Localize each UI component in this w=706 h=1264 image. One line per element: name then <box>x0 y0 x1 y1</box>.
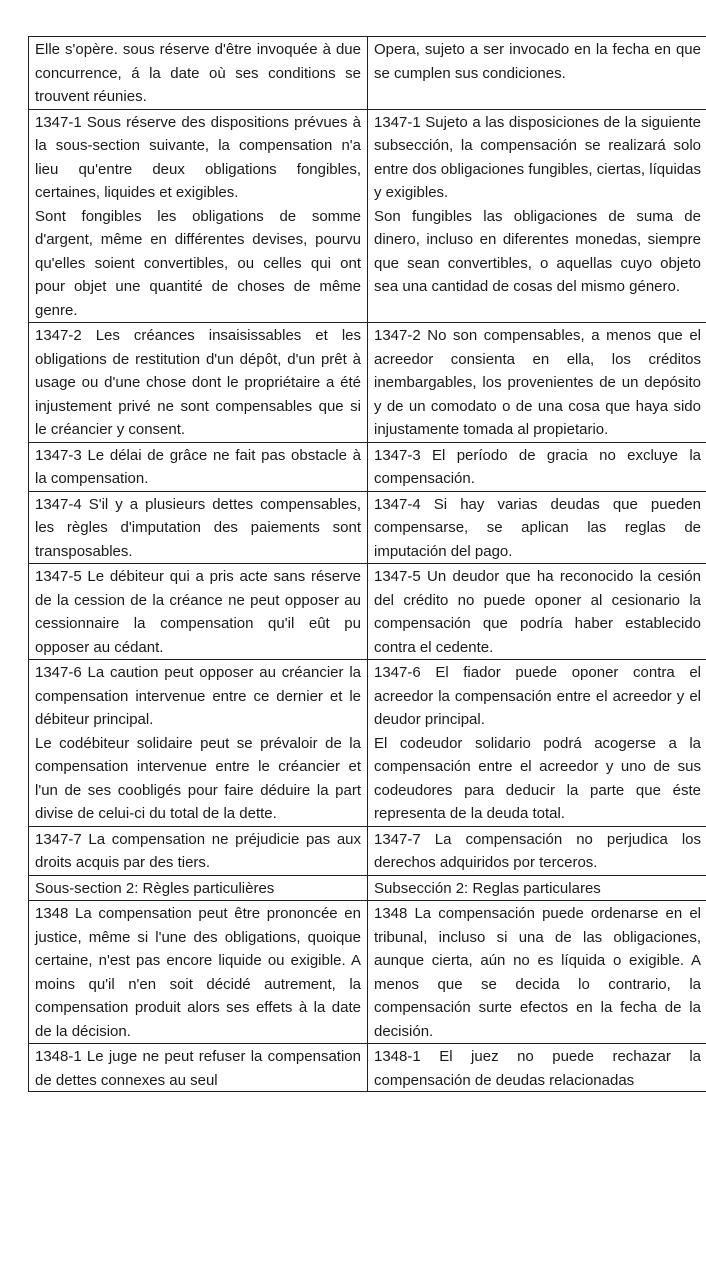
paragraph: Le codébiteur solidaire peut se prévaloir de la compensation intervenue entre le créancier et l'un de ses coobligés pour faire déduire la part divise de celui-ci du total de la dette. <box>35 734 361 822</box>
paragraph: 1347-5 Le débiteur qui a pris acte sans réserve de la cession de la créance ne peut opposer au cessionnaire la compensation qu'il eût pu opposer au cédant. <box>35 568 361 656</box>
table-row <box>29 564 706 660</box>
paragraph: 1347-4 S'il y a plusieurs dettes compensables, les règles d'imputation des paiements sont transposables. <box>35 495 361 560</box>
paragraph: Sous-section 2: Règles particulières <box>35 879 275 897</box>
paragraph: 1347-5 Un deudor que ha reconocido la cesión del crédito no puede oponer al cesionario la compensación que podría haber establecido contra el cedente. <box>374 568 701 656</box>
french-cell <box>29 660 368 827</box>
paragraph: 1348-1 Le juge ne peut refuser la compensation de dettes connexes au seul <box>35 1048 361 1089</box>
paragraph: 1347-3 El período de gracia no excluye la compensación. <box>374 446 701 487</box>
french-cell <box>29 323 368 443</box>
table-row <box>29 491 706 564</box>
paragraph: 1348-1 El juez no puede rechazar la compensación de deudas relacionadas <box>374 1048 701 1089</box>
paragraph: 1347-3 Le délai de grâce ne fait pas obstacle à la compensation. <box>35 446 361 487</box>
table-row <box>29 875 706 901</box>
table-row <box>29 660 706 827</box>
french-cell <box>29 826 368 875</box>
paragraph: 1347-6 La caution peut opposer au créancier la compensation intervenue entre ce dernier et le débiteur principal. <box>35 664 361 728</box>
table-row <box>29 442 706 491</box>
spanish-cell <box>368 564 706 660</box>
table-row <box>29 37 706 110</box>
paragraph: 1347-7 La compensation ne préjudicie pas aux droits acquis par des tiers. <box>35 830 361 871</box>
french-cell <box>29 37 368 110</box>
french-cell <box>29 875 368 901</box>
paragraph: 1347-4 Si hay varias deudas que pueden compensarse, se aplican las reglas de imputación del pago. <box>374 495 701 560</box>
paragraph: 1347-1 Sujeto a las disposiciones de la siguiente subsección, la compensación se realizará solo entre dos obligaciones fungibles, ciertas, líquidas y exigibles. <box>374 113 701 201</box>
paragraph: 1347-2 Les créances insaisissables et les obligations de restitution d'un dépôt, d'un prêt à usage ou d'une chose dont le propriétaire a été injustement privé ne sont compensables que si le créancier y consent. <box>35 327 361 438</box>
table-row <box>29 109 706 323</box>
paragraph: Subsección 2: Reglas particulares <box>374 879 601 897</box>
paragraph: 1347-2 No son compensables, a menos que el acreedor consienta en ella, los créditos inembargables, los provenientes de un depósito y de un comodato o de una cosa que haya sido injustamente tomada al propietario. <box>374 327 701 438</box>
spanish-cell <box>368 901 706 1044</box>
french-cell <box>29 564 368 660</box>
french-cell <box>29 109 368 323</box>
french-cell <box>29 901 368 1044</box>
paragraph: Elle s'opère. sous réserve d'être invoquée à due concurrence, á la date où ses conditions se trouvent réunies. <box>35 41 361 105</box>
paragraph: Sont fongibles les obligations de somme d'argent, même en différentes devises, pourvu qu'elles soient convertibles, ou celles qui ont pour objet une quantité de choses de même genre. <box>35 207 361 319</box>
french-cell <box>29 442 368 491</box>
paragraph: Son fungibles las obligaciones de suma de dinero, incluso en diferentes monedas, siempre que sean convertibles, o aquellas cuyo objeto sea una cantidad de cosas del mismo género. <box>374 207 701 295</box>
spanish-cell <box>368 491 706 564</box>
spanish-cell <box>368 1044 706 1092</box>
paragraph: 1347-6 El fiador puede oponer contra el acreedor la compensación entre el acreedor y el deudor principal. <box>374 664 701 728</box>
paragraph: 1347-1 Sous réserve des dispositions prévues à la sous-section suivante, la compensation n'a lieu qu'entre deux obligations fongibles, certaines, liquides et exigibles. <box>35 113 361 201</box>
paragraph: Opera, sujeto a ser invocado en la fecha en que se cumplen sus condiciones. <box>374 41 701 82</box>
spanish-cell <box>368 442 706 491</box>
table-body <box>29 37 706 1092</box>
spanish-cell <box>368 37 706 110</box>
spanish-cell <box>368 875 706 901</box>
table-row <box>29 1044 706 1092</box>
paragraph: 1348 La compensation peut être prononcée en justice, même si l'une des obligations, quoique certaine, n'est pas encore liquide ou exigible. A moins qu'il n'en soit décidé autrement, la compensation produit alors ses effets à la date de la décision. <box>35 905 361 1040</box>
spanish-cell <box>368 660 706 827</box>
spanish-cell <box>368 109 706 323</box>
table-row <box>29 826 706 875</box>
table-row <box>29 323 706 443</box>
french-cell <box>29 1044 368 1092</box>
bilingual-table <box>28 36 706 1092</box>
french-cell <box>29 491 368 564</box>
paragraph: El codeudor solidario podrá acogerse a la compensación entre el acreedor y uno de sus codeudores para deducir la parte que éste representa de la deuda total. <box>374 734 701 822</box>
paragraph: 1347-7 La compensación no perjudica los derechos adquiridos por terceros. <box>374 830 701 871</box>
spanish-cell <box>368 323 706 443</box>
paragraph: 1348 La compensación puede ordenarse en el tribunal, incluso si una de las obligaciones, aunque cierta, aún no es líquida o exigible. A menos que se decida lo contrario, la compensación surte efectos en la fecha de la decisión. <box>374 905 701 1040</box>
table-row <box>29 901 706 1044</box>
spanish-cell <box>368 826 706 875</box>
